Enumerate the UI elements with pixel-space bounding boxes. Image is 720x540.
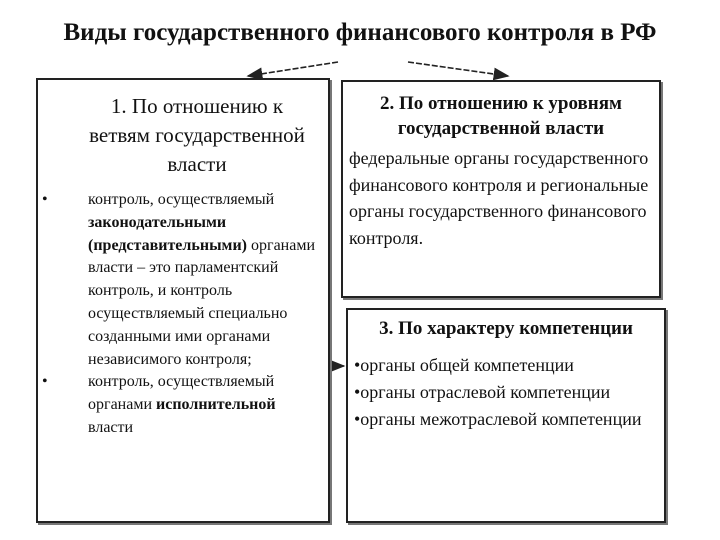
competence-heading: 3. По характеру компетенции <box>379 318 633 339</box>
bullet-icon: • <box>42 191 48 208</box>
item-text: контроль, осуществляемый органами <box>88 373 275 414</box>
list-item: •органы общей компетенции <box>354 355 574 375</box>
bullet-icon: • <box>42 373 48 391</box>
item-text: власти <box>88 418 134 436</box>
branches-box <box>36 78 330 523</box>
list-item: •органы отраслевой компетенции <box>354 382 611 402</box>
competence-list <box>348 352 664 433</box>
list-item <box>38 189 318 371</box>
levels-heading: 2. По отношению к уровням государственной власти <box>380 93 622 139</box>
arrow-right <box>408 62 508 76</box>
branches-heading: 1. По отношению к ветвям государственной власти <box>89 94 305 176</box>
page-title: Виды государственного финансового контроля в РФ <box>63 19 657 46</box>
item-text: органами власти – это парламентский контроль, и контроль осуществляемый специально созданными ими органами независимого контроля; <box>88 236 316 368</box>
levels-box <box>341 80 661 298</box>
competence-box <box>346 308 666 523</box>
item-bold-text: исполнительной <box>156 396 276 414</box>
arrow-left <box>248 62 338 76</box>
list-item <box>38 371 318 439</box>
item-bold-text: законодательными (представительными) <box>88 213 247 254</box>
branches-list <box>38 189 328 440</box>
item-text: контроль, осуществляемый <box>88 191 275 208</box>
levels-body: федеральные органы государственного финансового контроля и региональные органы государственного финансового контроля. <box>349 148 649 248</box>
list-item: •органы межотраслевой компетенции <box>354 409 642 429</box>
